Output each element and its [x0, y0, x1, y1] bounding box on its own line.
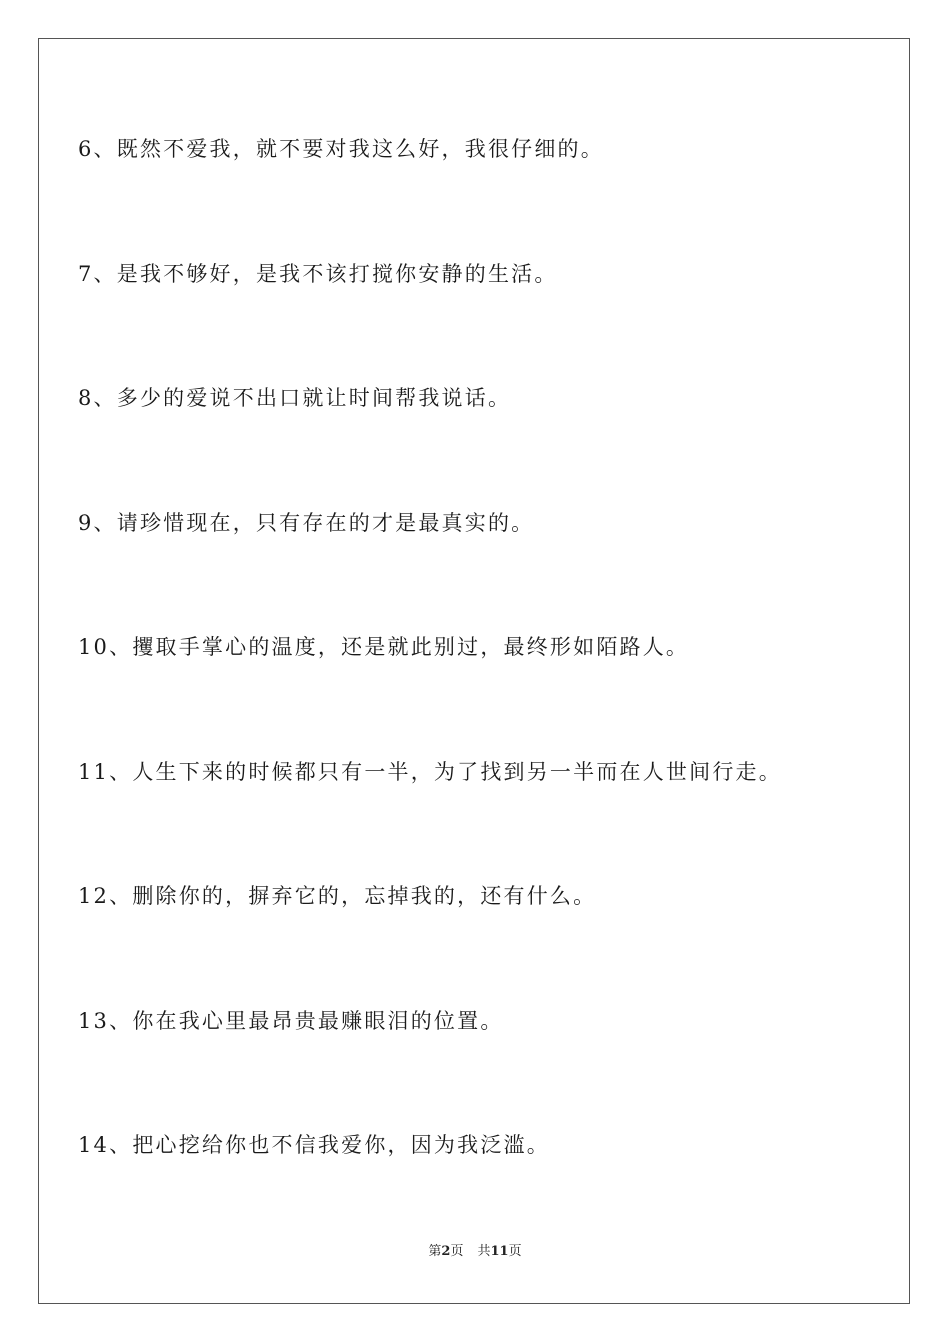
text-line: 8、多少的爱说不出口就让时间帮我说话。	[78, 386, 512, 410]
text-line: 14、把心挖给你也不信我爱你，因为我泛滥。	[78, 1133, 550, 1157]
page-footer	[0, 1243, 950, 1261]
page-suffix: 页	[450, 1244, 464, 1259]
text-line: 12、删除你的，摒弃它的，忘掉我的，还有什么。	[78, 884, 597, 908]
text-line: 6、既然不爱我，就不要对我这么好，我很仔细的。	[78, 137, 604, 161]
text-line: 9、请珍惜现在，只有存在的才是最真实的。	[78, 511, 535, 535]
page-prefix: 第	[428, 1244, 442, 1259]
total-prefix: 共	[477, 1244, 491, 1259]
total-suffix: 页	[508, 1244, 522, 1259]
page-number: 2	[441, 1244, 451, 1259]
text-line: 13、你在我心里最昂贵最赚眼泪的位置。	[78, 1009, 504, 1033]
text-line: 11、人生下来的时候都只有一半，为了找到另一半而在人世间行走。	[78, 760, 782, 784]
page-border	[38, 38, 910, 1304]
text-line: 10、攫取手掌心的温度，还是就此别过，最终形如陌路人。	[78, 635, 690, 659]
text-line: 7、是我不够好，是我不该打搅你安静的生活。	[78, 262, 558, 286]
total-pages: 11	[490, 1244, 509, 1259]
